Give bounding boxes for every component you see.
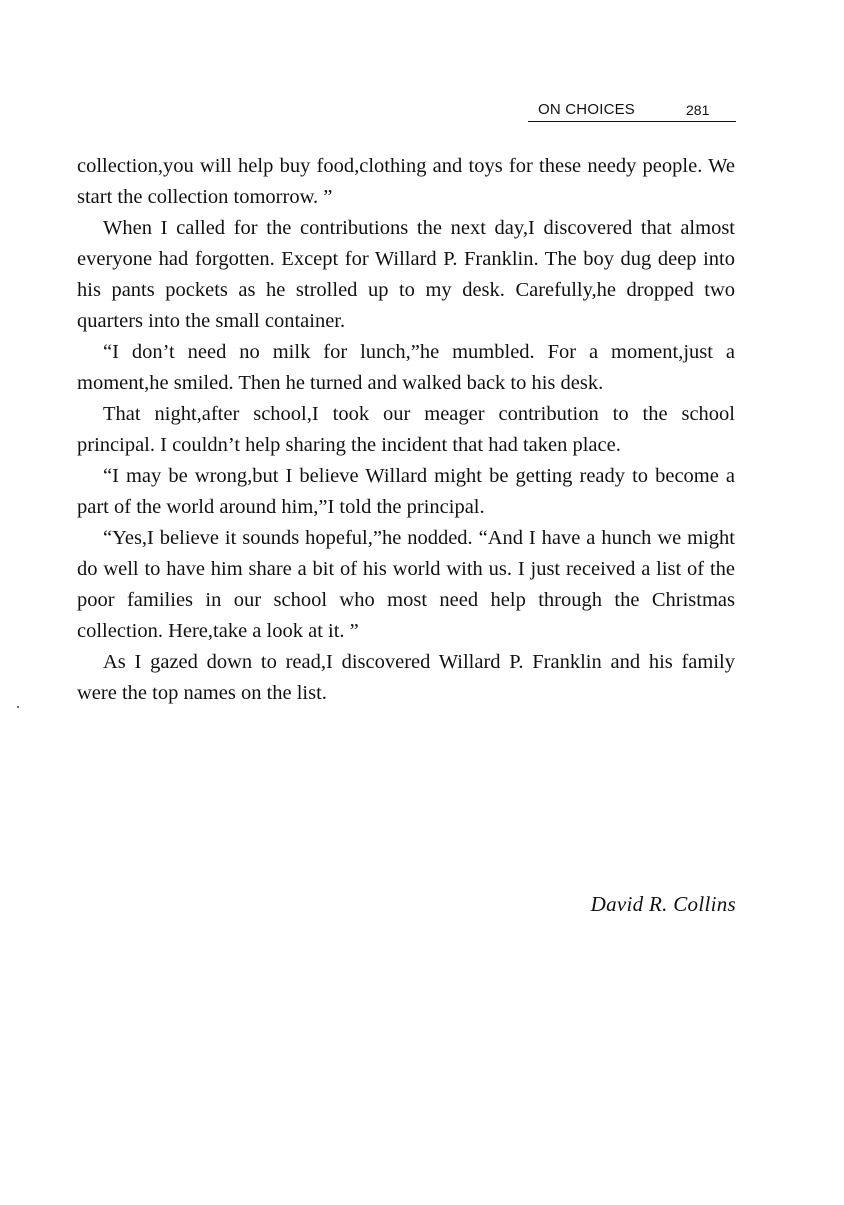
paragraph: “Yes,I believe it sounds hopeful,”he nodded. “And I have a hunch we might do well to have him share a bit of his world with us. I just received a list of the poor families in our school who most need help through the Christmas collection. Here,take a look at it. ” (77, 527, 735, 642)
running-header-section-title: ON CHOICES (538, 101, 636, 118)
paragraph: “I don’t need no milk for lunch,”he mumbled. For a moment,just a moment,he smiled. Then he turned and walked back to his desk. (77, 341, 735, 394)
paragraph: When I called for the contributions the next day,I discovered that almost everyone had forgotten. Except for Willard P. Franklin. The boy dug deep into his pants pockets as he strolled up to my desk. Carefully,he dropped two quarters into the small container. (77, 217, 735, 332)
running-header (528, 99, 736, 122)
body-text (77, 151, 735, 709)
paragraph: That night,after school,I took our meager contribution to the school principal. I couldn’t help sharing the incident that had taken place. (77, 403, 735, 456)
paragraph: As I gazed down to read,I discovered Willard P. Franklin and his family were the top names on the list. (77, 651, 735, 704)
margin-speck (17, 706, 19, 708)
paragraph: “I may be wrong,but I believe Willard might be getting ready to become a part of the world around him,”I told the principal. (77, 465, 735, 518)
page-number: 281 (686, 102, 710, 118)
paragraph: collection,you will help buy food,clothing and toys for these needy people. We start the collection tomorrow. ” (77, 155, 735, 208)
author-signature: David R. Collins (590, 892, 736, 916)
